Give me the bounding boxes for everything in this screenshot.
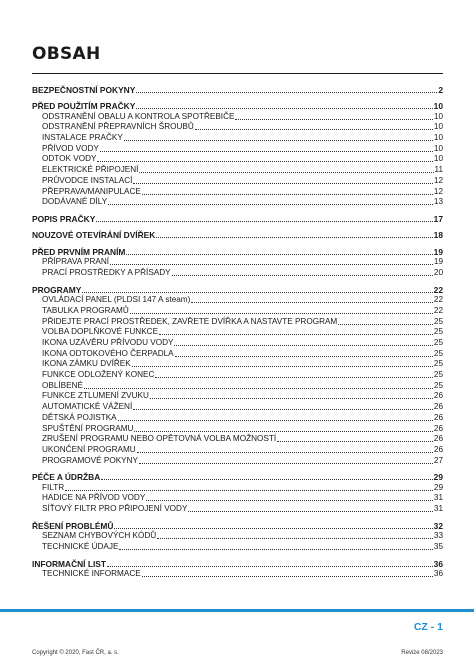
toc-entry-label: DODÁVANÉ DÍLY <box>42 197 108 207</box>
toc-section <box>32 245 443 278</box>
dot-leader <box>101 478 432 480</box>
toc-sub-entry[interactable] <box>32 111 443 122</box>
toc-sub-entry[interactable] <box>32 348 443 359</box>
dot-leader <box>136 91 437 93</box>
page-title: OBSAH <box>32 44 101 64</box>
toc-section <box>32 471 443 515</box>
toc-entry-page: 18 <box>433 230 443 241</box>
toc-entry-label: PROGRAMY <box>32 284 82 295</box>
toc-entry-label: OBLÍBENÉ <box>42 380 83 390</box>
toc-entry-page: 26 <box>433 423 443 433</box>
toc-section <box>32 100 443 208</box>
toc-main-entry[interactable] <box>32 83 443 95</box>
toc-entry-page: 19 <box>433 257 443 267</box>
toc-entry-page: 2 <box>438 84 443 95</box>
toc-entry-label: UKONČENÍ PROGRAMU <box>42 444 136 454</box>
toc-sub-entry[interactable] <box>32 295 443 306</box>
dot-leader <box>108 203 433 205</box>
dot-leader <box>157 537 433 539</box>
toc-entry-label: ZRUŠENÍ PROGRAMU NEBO OPĚTOVNÁ VOLBA MOŽNOSTÍ <box>42 434 277 444</box>
toc-entry-label: OVLÁDACÍ PANEL (PLDSI 147 A steam) <box>42 295 191 305</box>
dot-leader <box>139 462 433 464</box>
dot-leader <box>100 150 433 152</box>
toc-entry-page: 13 <box>433 197 443 207</box>
table-of-contents <box>32 83 443 584</box>
dot-leader <box>118 419 433 421</box>
toc-sub-entry[interactable] <box>32 337 443 348</box>
toc-entry-label: PROGRAMOVÉ POKYNY <box>42 455 138 465</box>
toc-sub-entry[interactable] <box>32 327 443 338</box>
toc-entry-page: 25 <box>433 316 443 326</box>
toc-sub-entry[interactable] <box>32 369 443 380</box>
toc-entry-label: FILTR <box>42 482 65 492</box>
toc-entry-page: 36 <box>433 558 443 569</box>
toc-entry-label: ŘEŠENÍ PROBLÉMŮ <box>32 520 114 531</box>
toc-entry-label: TECHNICKÉ ÚDAJE <box>42 542 119 551</box>
dot-leader <box>137 451 433 453</box>
toc-entry-label: POPIS PRAČKY <box>32 213 96 224</box>
toc-entry-label: IKONA ZÁMKU DVÍŘEK <box>42 359 131 369</box>
dot-leader <box>142 575 433 577</box>
dot-leader <box>124 139 433 141</box>
dot-leader <box>338 323 433 325</box>
toc-sub-entry[interactable] <box>32 423 443 434</box>
toc-entry-page: 25 <box>433 348 443 358</box>
dot-leader <box>65 489 433 491</box>
dot-leader <box>96 220 432 222</box>
toc-entry-page: 10 <box>433 122 443 132</box>
toc-entry-label: PŘEPRAVA/MANIPULACE <box>42 186 141 196</box>
toc-section <box>32 519 443 552</box>
toc-sub-entry[interactable] <box>32 455 443 466</box>
toc-entry-page: 12 <box>433 186 443 196</box>
toc-sub-entry[interactable] <box>32 503 443 514</box>
dot-leader <box>174 344 432 346</box>
toc-sub-entry[interactable] <box>32 531 443 542</box>
toc-entry-label: FUNKCE ZTLUMENÍ ZVUKU <box>42 391 149 401</box>
toc-entry-label: SEZNAM CHYBOVÝCH KÓDŮ <box>42 531 157 541</box>
toc-entry-page: 26 <box>433 412 443 422</box>
toc-sub-entry[interactable] <box>32 434 443 445</box>
toc-entry-label: PRACÍ PROSTŘEDKY A PŘÍSADY <box>42 268 171 278</box>
toc-entry-page: 10 <box>433 154 443 164</box>
toc-entry-page: 25 <box>433 380 443 390</box>
dot-leader <box>142 193 433 195</box>
toc-main-entry[interactable] <box>32 212 443 224</box>
toc-section <box>32 283 443 466</box>
revision-text: Revize 08/2023 <box>401 650 443 656</box>
toc-entry-page: 20 <box>433 268 443 278</box>
dot-leader <box>156 236 432 238</box>
dot-leader <box>139 171 433 173</box>
toc-sub-entry[interactable] <box>32 197 443 208</box>
toc-entry-page: 26 <box>433 444 443 454</box>
toc-entry-label: TECHNICKÉ INFORMACE <box>42 569 141 579</box>
toc-sub-entry[interactable] <box>32 132 443 143</box>
toc-entry-label: PŘÍVOD VODY <box>42 143 99 153</box>
toc-entry-label: INFORMAČNÍ LIST <box>32 558 106 569</box>
toc-entry-page: 26 <box>433 391 443 401</box>
dot-leader <box>107 565 433 567</box>
dot-leader <box>119 548 432 550</box>
toc-entry-label: TABULKA PROGRAMŮ <box>42 305 129 315</box>
dot-leader <box>146 499 433 501</box>
toc-entry-label: INSTALACE PRAČKY <box>42 133 123 143</box>
dot-leader <box>235 118 432 120</box>
toc-main-entry[interactable] <box>32 283 443 295</box>
dot-leader <box>191 301 433 303</box>
dot-leader <box>130 312 433 314</box>
toc-entry-page: 31 <box>433 504 443 514</box>
toc-entry-label: ODSTRANĚNÍ PŘEPRAVNÍCH ŠROUBŮ <box>42 122 194 132</box>
dot-leader <box>84 387 433 389</box>
footer-accent-line <box>0 609 474 612</box>
toc-sub-entry[interactable] <box>32 401 443 412</box>
toc-sub-entry[interactable] <box>32 359 443 370</box>
toc-entry-page: 10 <box>433 111 443 121</box>
toc-main-entry[interactable] <box>32 471 443 483</box>
toc-entry-label: PÉČE A ÚDRŽBA <box>32 472 101 483</box>
toc-section <box>32 212 443 224</box>
toc-sub-entry[interactable] <box>32 541 443 552</box>
toc-sub-entry[interactable] <box>32 267 443 278</box>
dot-leader <box>133 408 433 410</box>
dot-leader <box>159 333 433 335</box>
toc-entry-label: DĚTSKÁ POJISTKA <box>42 412 117 422</box>
toc-entry-label: NOUZOVÉ OTEVÍRÁNÍ DVÍŘEK <box>32 230 156 241</box>
toc-entry-page: 33 <box>433 531 443 541</box>
toc-entry-page: 11 <box>434 165 443 175</box>
toc-entry-label: PŘÍPRAVA PRANÍ <box>42 257 110 267</box>
dot-leader <box>136 107 432 109</box>
toc-entry-label: PŘED PRVNÍM PRANÍM <box>32 246 126 257</box>
toc-entry-page: 22 <box>433 305 443 315</box>
title-divider <box>32 73 443 74</box>
toc-entry-page: 19 <box>433 246 443 257</box>
toc-sub-entry[interactable] <box>32 122 443 133</box>
toc-entry-label: ODTOK VODY <box>42 154 97 164</box>
toc-sub-entry[interactable] <box>32 444 443 455</box>
toc-entry-page: 12 <box>433 175 443 185</box>
toc-entry-label: VOLBA DOPLŇKOVÉ FUNKCE <box>42 327 159 337</box>
toc-sub-entry[interactable] <box>32 186 443 197</box>
dot-leader <box>134 430 432 432</box>
dot-leader <box>175 355 433 357</box>
toc-sub-entry[interactable] <box>32 380 443 391</box>
toc-entry-page: 25 <box>433 370 443 380</box>
toc-sub-entry[interactable] <box>32 493 443 504</box>
toc-entry-page: 32 <box>433 520 443 531</box>
toc-entry-label: IKONA ODTOKOVÉHO ČERPADLA <box>42 348 174 358</box>
dot-leader <box>110 263 433 265</box>
toc-main-entry[interactable] <box>32 519 443 531</box>
toc-sub-entry[interactable] <box>32 154 443 165</box>
toc-sub-entry[interactable] <box>32 316 443 327</box>
dot-leader <box>126 253 432 255</box>
dot-leader <box>188 510 432 512</box>
dot-leader <box>114 527 432 529</box>
dot-leader <box>172 274 433 276</box>
toc-entry-page: 25 <box>433 338 443 347</box>
toc-entry-page: 36 <box>433 569 443 579</box>
toc-entry-label: BEZPEČNOSTNÍ POKYNY <box>32 84 136 95</box>
toc-entry-page: 35 <box>433 542 443 551</box>
toc-entry-page: 10 <box>433 133 443 143</box>
copyright-text: Copyright © 2020, Fast ČR, a. s. <box>32 650 119 656</box>
toc-entry-page: 29 <box>433 482 443 492</box>
toc-entry-label: ELEKTRICKÉ PŘIPOJENÍ <box>42 165 139 175</box>
toc-entry-page: 25 <box>433 327 443 337</box>
toc-entry-label: AUTOMATICKÉ VÁŽENÍ <box>42 402 133 412</box>
toc-sub-entry[interactable] <box>32 569 443 580</box>
toc-main-entry[interactable] <box>32 229 443 241</box>
toc-entry-label: PRŮVODCE INSTALACÍ <box>42 175 133 185</box>
toc-entry-page: 27 <box>433 455 443 465</box>
toc-entry-label: PŘIDEJTE PRACÍ PROSTŘEDEK, ZAVŘETE DVÍŘKA A NASTAVTE PROGRAM <box>42 316 338 326</box>
toc-entry-page: 10 <box>433 101 443 111</box>
toc-entry-page: 17 <box>433 213 443 224</box>
toc-entry-page: 25 <box>433 359 443 369</box>
dot-leader <box>133 182 433 184</box>
dot-leader <box>155 376 433 378</box>
toc-sub-entry[interactable] <box>32 143 443 154</box>
toc-section <box>32 83 443 95</box>
toc-entry-label: SÍŤOVÝ FILTR PRO PŘIPOJENÍ VODY <box>42 504 188 514</box>
toc-entry-label: IKONA UZÁVĚRU PŘÍVODU VODY <box>42 338 174 347</box>
toc-entry-label: FUNKCE ODLOŽENÝ KONEC <box>42 370 155 380</box>
toc-entry-label: SPUŠTĚNÍ PROGRAMU <box>42 423 134 433</box>
toc-sub-entry[interactable] <box>32 482 443 493</box>
toc-entry-page: 10 <box>433 143 443 153</box>
toc-entry-page: 26 <box>433 402 443 412</box>
toc-entry-label: HADICE NA PŘÍVOD VODY <box>42 493 146 503</box>
dot-leader <box>97 160 432 162</box>
toc-entry-page: 31 <box>433 493 443 503</box>
toc-section <box>32 229 443 241</box>
dot-leader <box>195 128 433 130</box>
dot-leader <box>277 440 433 442</box>
toc-entry-label: ODSTRANĚNÍ OBALU A KONTROLA SPOTŘEBIČE <box>42 111 235 121</box>
toc-main-entry[interactable] <box>32 557 443 569</box>
toc-main-entry[interactable] <box>32 245 443 257</box>
toc-entry-page: 22 <box>433 295 443 305</box>
toc-entry-page: 22 <box>433 284 443 295</box>
toc-section <box>32 557 443 579</box>
page-number: CZ - 1 <box>413 621 443 633</box>
dot-leader <box>132 365 433 367</box>
toc-main-entry[interactable] <box>32 100 443 112</box>
toc-sub-entry[interactable] <box>32 412 443 423</box>
toc-sub-entry[interactable] <box>32 391 443 402</box>
toc-sub-entry[interactable] <box>32 164 443 175</box>
toc-entry-page: 26 <box>433 434 443 444</box>
toc-sub-entry[interactable] <box>32 257 443 268</box>
toc-sub-entry[interactable] <box>32 175 443 186</box>
toc-entry-label: PŘED POUŽITÍM PRAČKY <box>32 101 136 111</box>
dot-leader <box>82 291 432 293</box>
toc-sub-entry[interactable] <box>32 305 443 316</box>
dot-leader <box>150 397 433 399</box>
toc-entry-page: 29 <box>433 472 443 483</box>
